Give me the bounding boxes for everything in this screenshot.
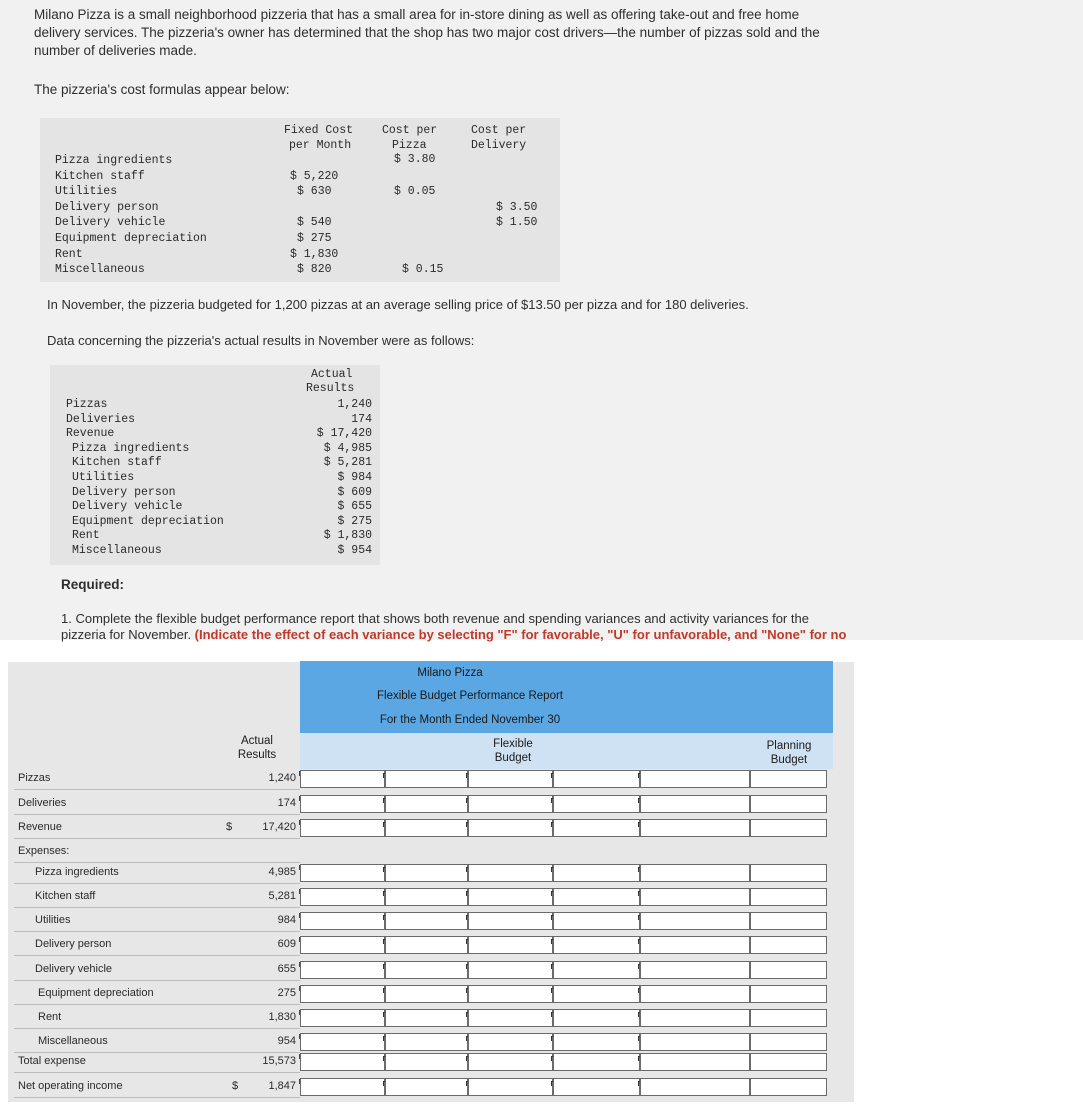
report-input-cell[interactable] <box>385 888 468 906</box>
report-actual-value: 954 <box>277 1035 296 1047</box>
report-input-cell[interactable] <box>750 819 827 837</box>
report-input-cell[interactable] <box>300 795 385 813</box>
cost-row-per-pizza: $ 0.05 <box>394 185 436 199</box>
actual-intro: Data concerning the pizzeria's actual results in November were as follows: <box>47 333 475 348</box>
report-input-cell[interactable] <box>640 985 750 1003</box>
actual-row-value: $ 984 <box>337 471 372 484</box>
report-row-label: Delivery person <box>35 938 112 950</box>
header-pizza-l1: Cost per <box>382 124 438 137</box>
report-input-cell[interactable] <box>385 795 468 813</box>
report-row-label: Pizzas <box>18 772 51 784</box>
report-row-label: Kitchen staff <box>35 890 96 902</box>
report-input-cell[interactable] <box>750 961 827 979</box>
header-delivery-l1: Cost per <box>471 124 527 137</box>
cost-row-fixed: $ 5,220 <box>290 169 339 183</box>
report-input-cell[interactable] <box>640 888 750 906</box>
report-input-cell[interactable] <box>385 936 468 954</box>
report-input-cell[interactable] <box>553 961 640 979</box>
row-separator <box>14 1072 300 1073</box>
intro-line-1: Milano Pizza is a small neighborhood pizzeria that has a small area for in-store dining as well as offering take-out and free home <box>34 7 800 22</box>
actual-row-value: 174 <box>351 412 372 426</box>
cost-row-fixed: $ 275 <box>297 232 332 245</box>
report-input-cell[interactable] <box>750 1033 827 1051</box>
header-fixed-l2: per Month <box>289 139 352 152</box>
report-actual-value: 655 <box>277 963 296 975</box>
report-row-label: Deliveries <box>18 797 67 809</box>
actual-row-label: Kitchen staff <box>72 456 162 470</box>
actual-row-label: Pizza ingredients <box>72 441 190 455</box>
report-input-cell[interactable] <box>553 1009 640 1027</box>
required-title: Required: <box>61 577 125 592</box>
cost-row-per-pizza: $ 3.80 <box>394 153 436 166</box>
row-separator <box>14 1028 300 1029</box>
report-input-cell[interactable] <box>750 770 827 788</box>
report-input-cell[interactable] <box>750 936 827 954</box>
report-input-cell[interactable] <box>300 961 385 979</box>
actual-row-value: $ 609 <box>337 485 372 499</box>
report-actual-value: 4,985 <box>268 866 296 878</box>
actual-row-value: $ 655 <box>337 500 372 514</box>
report-input-cell[interactable] <box>300 912 385 930</box>
col-actual-l1: Actual <box>241 735 273 747</box>
report-input-cell[interactable] <box>468 819 553 837</box>
header-pizza-l2: Pizza <box>392 139 427 152</box>
actual-row-value: $ 954 <box>337 544 372 557</box>
report-input-cell[interactable] <box>385 985 468 1003</box>
actual-row-label: Revenue <box>66 427 115 441</box>
cost-row-per-delivery: $ 1.50 <box>496 216 538 230</box>
report-input-cell[interactable] <box>553 1033 640 1051</box>
row-separator <box>14 789 300 790</box>
actual-row-value: $ 1,830 <box>323 529 372 543</box>
report-input-cell[interactable] <box>640 819 750 837</box>
row-separator <box>14 814 300 815</box>
report-input-cell[interactable] <box>468 912 553 930</box>
cost-row-label: Delivery vehicle <box>55 216 166 230</box>
actual-row-label: Utilities <box>72 471 135 484</box>
report-input-cell[interactable] <box>640 1033 750 1051</box>
report-input-cell[interactable] <box>553 912 640 930</box>
row-separator <box>14 1097 300 1098</box>
report-input-cell[interactable] <box>640 961 750 979</box>
required-q1-line2: pizzeria for November. (Indicate the effect of each variance by selecting "F" for favorable, "U" for unfavorable, and "None" for no <box>61 627 847 642</box>
report-actual-value: 5,281 <box>268 890 296 902</box>
report-row-label: Pizza ingredients <box>35 866 119 878</box>
report-row-label: Total expense <box>18 1055 86 1067</box>
report-input-cell[interactable] <box>300 1009 385 1027</box>
report-input-cell[interactable] <box>553 1078 640 1096</box>
required-q1-line1: 1. Complete the flexible budget performance report that shows both revenue and spending variances and activity variances for the <box>61 611 809 626</box>
row-separator <box>14 980 300 981</box>
report-input-cell[interactable] <box>468 1053 553 1071</box>
report-input-cell[interactable] <box>300 1033 385 1051</box>
report-actual-value: 1,847 <box>268 1080 296 1092</box>
cost-formulas-intro: The pizzeria's cost formulas appear below: <box>34 82 290 97</box>
report-input-cell[interactable] <box>468 795 553 813</box>
report-input-cell[interactable] <box>468 1078 553 1096</box>
report-input-cell[interactable] <box>385 912 468 930</box>
report-input-cell[interactable] <box>385 1033 468 1051</box>
report-input-cell[interactable] <box>553 888 640 906</box>
report-input-cell[interactable] <box>640 912 750 930</box>
report-actual-value: 984 <box>277 914 296 926</box>
cost-row-label: Equipment depreciation <box>55 232 207 245</box>
report-input-cell[interactable] <box>468 1009 553 1027</box>
report-input-cell[interactable] <box>468 985 553 1003</box>
actual-row-value: $ 4,985 <box>323 441 372 455</box>
cost-row-label: Rent <box>55 247 83 261</box>
actual-row-value: $ 5,281 <box>323 456 372 470</box>
report-input-cell[interactable] <box>300 770 385 788</box>
cost-row-fixed: $ 820 <box>297 263 332 277</box>
actual-header-l1: Actual <box>311 368 353 381</box>
report-actual-value: 15,573 <box>262 1055 296 1067</box>
report-actual-value: 609 <box>277 938 296 950</box>
report-input-cell[interactable] <box>553 819 640 837</box>
cost-row-label: Pizza ingredients <box>55 154 173 167</box>
report-input-cell[interactable] <box>385 864 468 882</box>
row-separator <box>14 907 300 908</box>
report-input-cell[interactable] <box>640 770 750 788</box>
report-input-cell[interactable] <box>300 888 385 906</box>
actual-row-label: Delivery person <box>72 485 176 499</box>
report-input-cell[interactable] <box>640 864 750 882</box>
report-input-cell[interactable] <box>750 912 827 930</box>
row-separator <box>14 931 300 932</box>
report-input-cell[interactable] <box>553 936 640 954</box>
col-flexible-l2: Budget <box>494 752 532 764</box>
report-row-label: Delivery vehicle <box>35 963 113 975</box>
report-input-cell[interactable] <box>750 795 827 813</box>
report-input-cell[interactable] <box>553 1053 640 1071</box>
cost-row-label: Miscellaneous <box>55 263 145 277</box>
cost-row-label: Utilities <box>55 185 118 199</box>
report-period: For the Month Ended November 30 <box>379 714 561 726</box>
row-separator <box>14 1004 300 1005</box>
report-input-cell[interactable] <box>468 961 553 979</box>
actual-row-label: Delivery vehicle <box>72 500 183 514</box>
report-input-cell[interactable] <box>385 1009 468 1027</box>
report-input-cell[interactable] <box>640 1078 750 1096</box>
actual-row-label: Deliveries <box>66 412 136 426</box>
report-input-cell[interactable] <box>750 1078 827 1096</box>
report-input-cell[interactable] <box>553 985 640 1003</box>
report-input-cell[interactable] <box>385 770 468 788</box>
report-input-cell[interactable] <box>750 1053 827 1071</box>
report-input-cell[interactable] <box>385 819 468 837</box>
row-separator <box>14 883 300 884</box>
report-input-cell[interactable] <box>468 1033 553 1051</box>
report-input-cell[interactable] <box>300 1078 385 1096</box>
actual-row-label: Miscellaneous <box>72 544 162 557</box>
report-input-cell[interactable] <box>468 864 553 882</box>
report-row-label: Miscellaneous <box>38 1035 108 1047</box>
cost-row-label: Kitchen staff <box>55 169 145 183</box>
report-actual-value: 1,830 <box>268 1011 296 1023</box>
cost-row-label: Delivery person <box>55 200 159 214</box>
report-input-cell[interactable] <box>468 770 553 788</box>
report-row-label: Expenses: <box>18 845 70 857</box>
report-input-cell[interactable] <box>553 864 640 882</box>
report-row-label: Net operating income <box>18 1080 123 1092</box>
header-delivery-l2: Delivery <box>471 139 527 152</box>
dollar-sign: $ <box>232 1080 239 1092</box>
report-input-cell[interactable] <box>300 936 385 954</box>
report-input-cell[interactable] <box>468 888 553 906</box>
actual-row-label: Rent <box>72 529 100 543</box>
report-row-label: Utilities <box>35 914 71 926</box>
report-input-cell[interactable] <box>385 1078 468 1096</box>
report-input-cell[interactable] <box>640 1009 750 1027</box>
budget-statement: In November, the pizzeria budgeted for 1,200 pizzas at an average selling price of $13.50 per pizza and for 180 deliveries. <box>47 297 749 312</box>
report-input-cell[interactable] <box>640 936 750 954</box>
actual-header-l2: Results <box>306 382 355 395</box>
report-input-cell[interactable] <box>385 961 468 979</box>
report-input-cell[interactable] <box>468 936 553 954</box>
intro-line-3: number of deliveries made. <box>34 43 197 58</box>
row-separator <box>14 862 300 863</box>
col-flexible-l1: Flexible <box>493 738 533 750</box>
cost-row-per-delivery: $ 3.50 <box>496 200 538 214</box>
actual-row-label: Pizzas <box>66 398 108 411</box>
col-planning-l1: Planning <box>766 740 812 752</box>
report-title: Flexible Budget Performance Report <box>376 690 563 702</box>
dollar-sign: $ <box>226 821 233 833</box>
intro-line-2: delivery services. The pizzeria's owner has determined that the shop has two major cost drivers—the number of pizzas sold and the <box>34 25 820 40</box>
report-actual-value: 174 <box>277 797 296 809</box>
report-input-cell[interactable] <box>385 1053 468 1071</box>
report-input-cell[interactable] <box>750 864 827 882</box>
row-separator <box>14 838 300 839</box>
report-row-label: Equipment depreciation <box>38 987 154 999</box>
report-input-cell[interactable] <box>300 864 385 882</box>
report-row-label: Revenue <box>18 821 63 833</box>
report-input-cell[interactable] <box>640 795 750 813</box>
report-input-cell[interactable] <box>300 1053 385 1071</box>
report-actual-value: 1,240 <box>268 772 296 784</box>
report-input-cell[interactable] <box>553 770 640 788</box>
col-planning-l2: Budget <box>770 754 808 766</box>
actual-row-value: $ 17,420 <box>316 427 372 441</box>
cost-row-fixed: $ 1,830 <box>290 247 339 261</box>
report-input-cell[interactable] <box>750 1009 827 1027</box>
cost-row-per-pizza: $ 0.15 <box>402 263 444 277</box>
report-actual-value: 17,420 <box>262 821 296 833</box>
row-separator <box>14 955 300 956</box>
row-separator <box>14 1052 300 1053</box>
report-actual-value: 275 <box>277 987 296 999</box>
cost-row-fixed: $ 540 <box>297 216 332 230</box>
report-row-label: Rent <box>38 1011 62 1023</box>
report-input-cell[interactable] <box>300 985 385 1003</box>
actual-row-label: Equipment depreciation <box>72 514 224 528</box>
report-company: Milano Pizza <box>417 667 483 679</box>
report-input-cell[interactable] <box>553 795 640 813</box>
cost-row-fixed: $ 630 <box>297 185 332 199</box>
col-actual-l2: Results <box>237 749 277 761</box>
report-input-cell[interactable] <box>640 1053 750 1071</box>
report-input-cell[interactable] <box>300 819 385 837</box>
report-input-cell[interactable] <box>750 888 827 906</box>
report-input-cell[interactable] <box>750 985 827 1003</box>
actual-row-value: $ 275 <box>337 514 372 528</box>
header-fixed-l1: Fixed Cost <box>284 124 354 137</box>
actual-row-value: 1,240 <box>337 398 372 411</box>
